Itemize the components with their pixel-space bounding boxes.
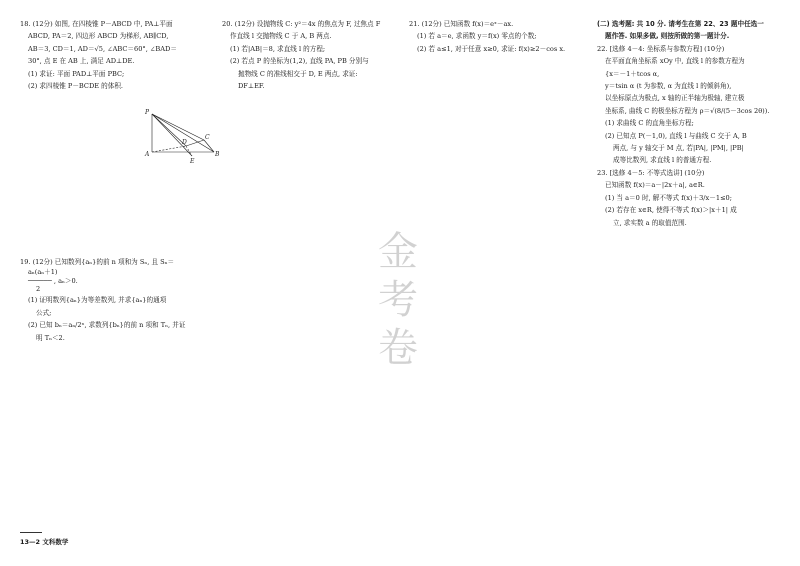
watermark-char-1: 金 <box>378 229 418 275</box>
p22-param-y: y＝tsin α (t 为参数, α 为直线 l 的倾斜角), <box>605 82 732 91</box>
watermark-char-3: 卷 <box>378 325 418 371</box>
p18-part-1: (1) 求证: 平面 PAD⊥平面 PBC; <box>28 69 125 78</box>
p19-part-1: (1) 证明数列{aₙ}为等差数列, 并求{aₙ}的通项 <box>28 296 167 305</box>
watermark-char-2: 考 <box>378 277 418 323</box>
p22-part-2-cont-2: 成等比数列, 求直线 l 的普通方程. <box>613 156 712 165</box>
pyramid-figure <box>146 110 222 166</box>
p22-part-2: (2) 已知点 P(－1,0), 直线 l 与曲线 C 交于 A, B <box>605 131 747 140</box>
pyramid-svg <box>146 110 222 166</box>
elective-header-2: 题作答. 如果多做, 则按所做的第一题计分. <box>605 32 730 41</box>
problem-23 <box>597 167 785 229</box>
p22-param-x: {x＝－1＋tcos α, <box>605 69 660 78</box>
p20-part-2-cont-1: 抛物线 C 的准线相交于 D, E 两点, 求证: <box>238 69 358 78</box>
p21-part-1: (1) 若 a＝e, 求函数 y＝f(x) 零点的个数; <box>417 32 537 41</box>
p22-part-2-cont-1: 两点, 与 y 轴交于 M 点, 若|PA|, |PM|, |PB| <box>613 144 744 153</box>
p22-title: 22. [选修 4－4: 坐标系与参数方程] (10分) <box>597 44 725 53</box>
edge-pc <box>152 114 204 140</box>
p23-part-2: (2) 若存在 x∈R, 使得不等式 f(x)＞|x＋1| 成 <box>605 206 737 215</box>
label-p: P <box>145 109 150 116</box>
p18-line-1: 18. (12分) 如图, 在四棱锥 P－ABCD 中, PA⊥平面 <box>20 20 173 28</box>
p22-line-4: 以坐标原点为极点, x 轴的正半轴为极轴, 建立极 <box>605 94 745 103</box>
p23-part-2-cont: 立, 求实数 a 的取值范围. <box>613 218 687 227</box>
p20-part-1: (1) 若|AB|＝8, 求直线 l 的方程; <box>230 44 326 53</box>
p18-line-4: 30°, 点 E 在 AB 上, 满足 AD⊥DE. <box>28 57 135 66</box>
p20-line-2: 作直线 l 交抛物线 C 于 A, B 两点. <box>230 32 332 41</box>
p19-part-2: (2) 已知 bₙ＝aₙ/2ⁿ, 求数列{bₙ}的前 n 项和 Tₙ, 并证 <box>28 321 186 330</box>
problem-18 <box>20 18 212 92</box>
p19-fraction-den: 2 <box>36 285 41 294</box>
p19-fraction-num: aₙ(aₙ＋1) <box>28 268 58 277</box>
p22-line-5: 坐标系, 曲线 C 的极坐标方程为 ρ＝√(8/(5－3cos 2θ)). <box>605 106 770 115</box>
p18-part-2: (2) 求四棱锥 P－BCDE 的体积. <box>28 82 124 91</box>
problem-22 <box>597 43 785 167</box>
p21-part-2: (2) 若 a≤1, 对于任意 x≥0, 求证: f(x)≥2－cos x. <box>417 44 566 53</box>
page-footer: 13—2 文科数学 <box>20 538 69 546</box>
footer-rule <box>20 532 42 533</box>
p19-part-1-cont: 公式; <box>36 308 52 317</box>
p20-line-1: 20. (12分) 设抛物线 C: y²＝4x 的焦点为 F, 过焦点 F <box>222 20 381 28</box>
label-b: B <box>215 151 220 158</box>
p21-line-1: 21. (12分) 已知函数 f(x)＝eˣ－ax. <box>409 20 514 28</box>
label-d: D <box>182 139 187 146</box>
p19-line-1: 19. (12分) 已知数列{aₙ}的前 n 项和为 Sₙ, 且 Sₙ＝ <box>20 258 175 266</box>
problem-21 <box>409 18 587 55</box>
problem-20 <box>222 18 400 92</box>
label-a: A <box>145 151 150 158</box>
p18-line-3: AB＝3, CD＝1, AD＝√5, ∠ABC＝60°, ∠BAD＝ <box>28 44 177 53</box>
edge-cb <box>204 140 214 152</box>
p22-line-1: 在平面直角坐标系 xOy 中, 直线 l 的参数方程为 <box>605 57 745 66</box>
p23-title: 23. [选修 4－5: 不等式选讲] (10分) <box>597 168 705 177</box>
p19-fraction-bar: ────── , aₙ＞0. <box>28 277 78 286</box>
elective-header-1: (二) 选考题: 共 10 分. 请考生在第 22、23 题中任选一 <box>597 20 764 28</box>
edge-ad <box>152 146 186 152</box>
watermark <box>358 228 438 378</box>
p18-line-2: ABCD, PA＝2, 四边形 ABCD 为梯形, AB∥CD, <box>28 32 169 41</box>
p19-part-2-cont: 明 Tₙ＜2. <box>36 333 65 342</box>
p20-part-2: (2) 若点 P 的坐标为(1,2), 直线 PA, PB 分别与 <box>230 57 369 66</box>
label-e: E <box>190 158 195 165</box>
p22-part-1: (1) 求曲线 C 的直角坐标方程; <box>605 119 694 128</box>
p23-part-1: (1) 当 a＝0 时, 解不等式 f(x)＋3/x－1≤0; <box>605 193 732 202</box>
p20-part-2-cont-2: DF⊥EF. <box>238 82 265 91</box>
edge-dc <box>186 140 204 146</box>
problem-19 <box>20 256 212 344</box>
label-c: C <box>205 134 210 141</box>
p23-line-1: 已知函数 f(x)＝a－|2x＋a|, a∈R. <box>605 181 705 190</box>
edge-pd <box>152 114 186 146</box>
elective-section <box>597 18 785 229</box>
